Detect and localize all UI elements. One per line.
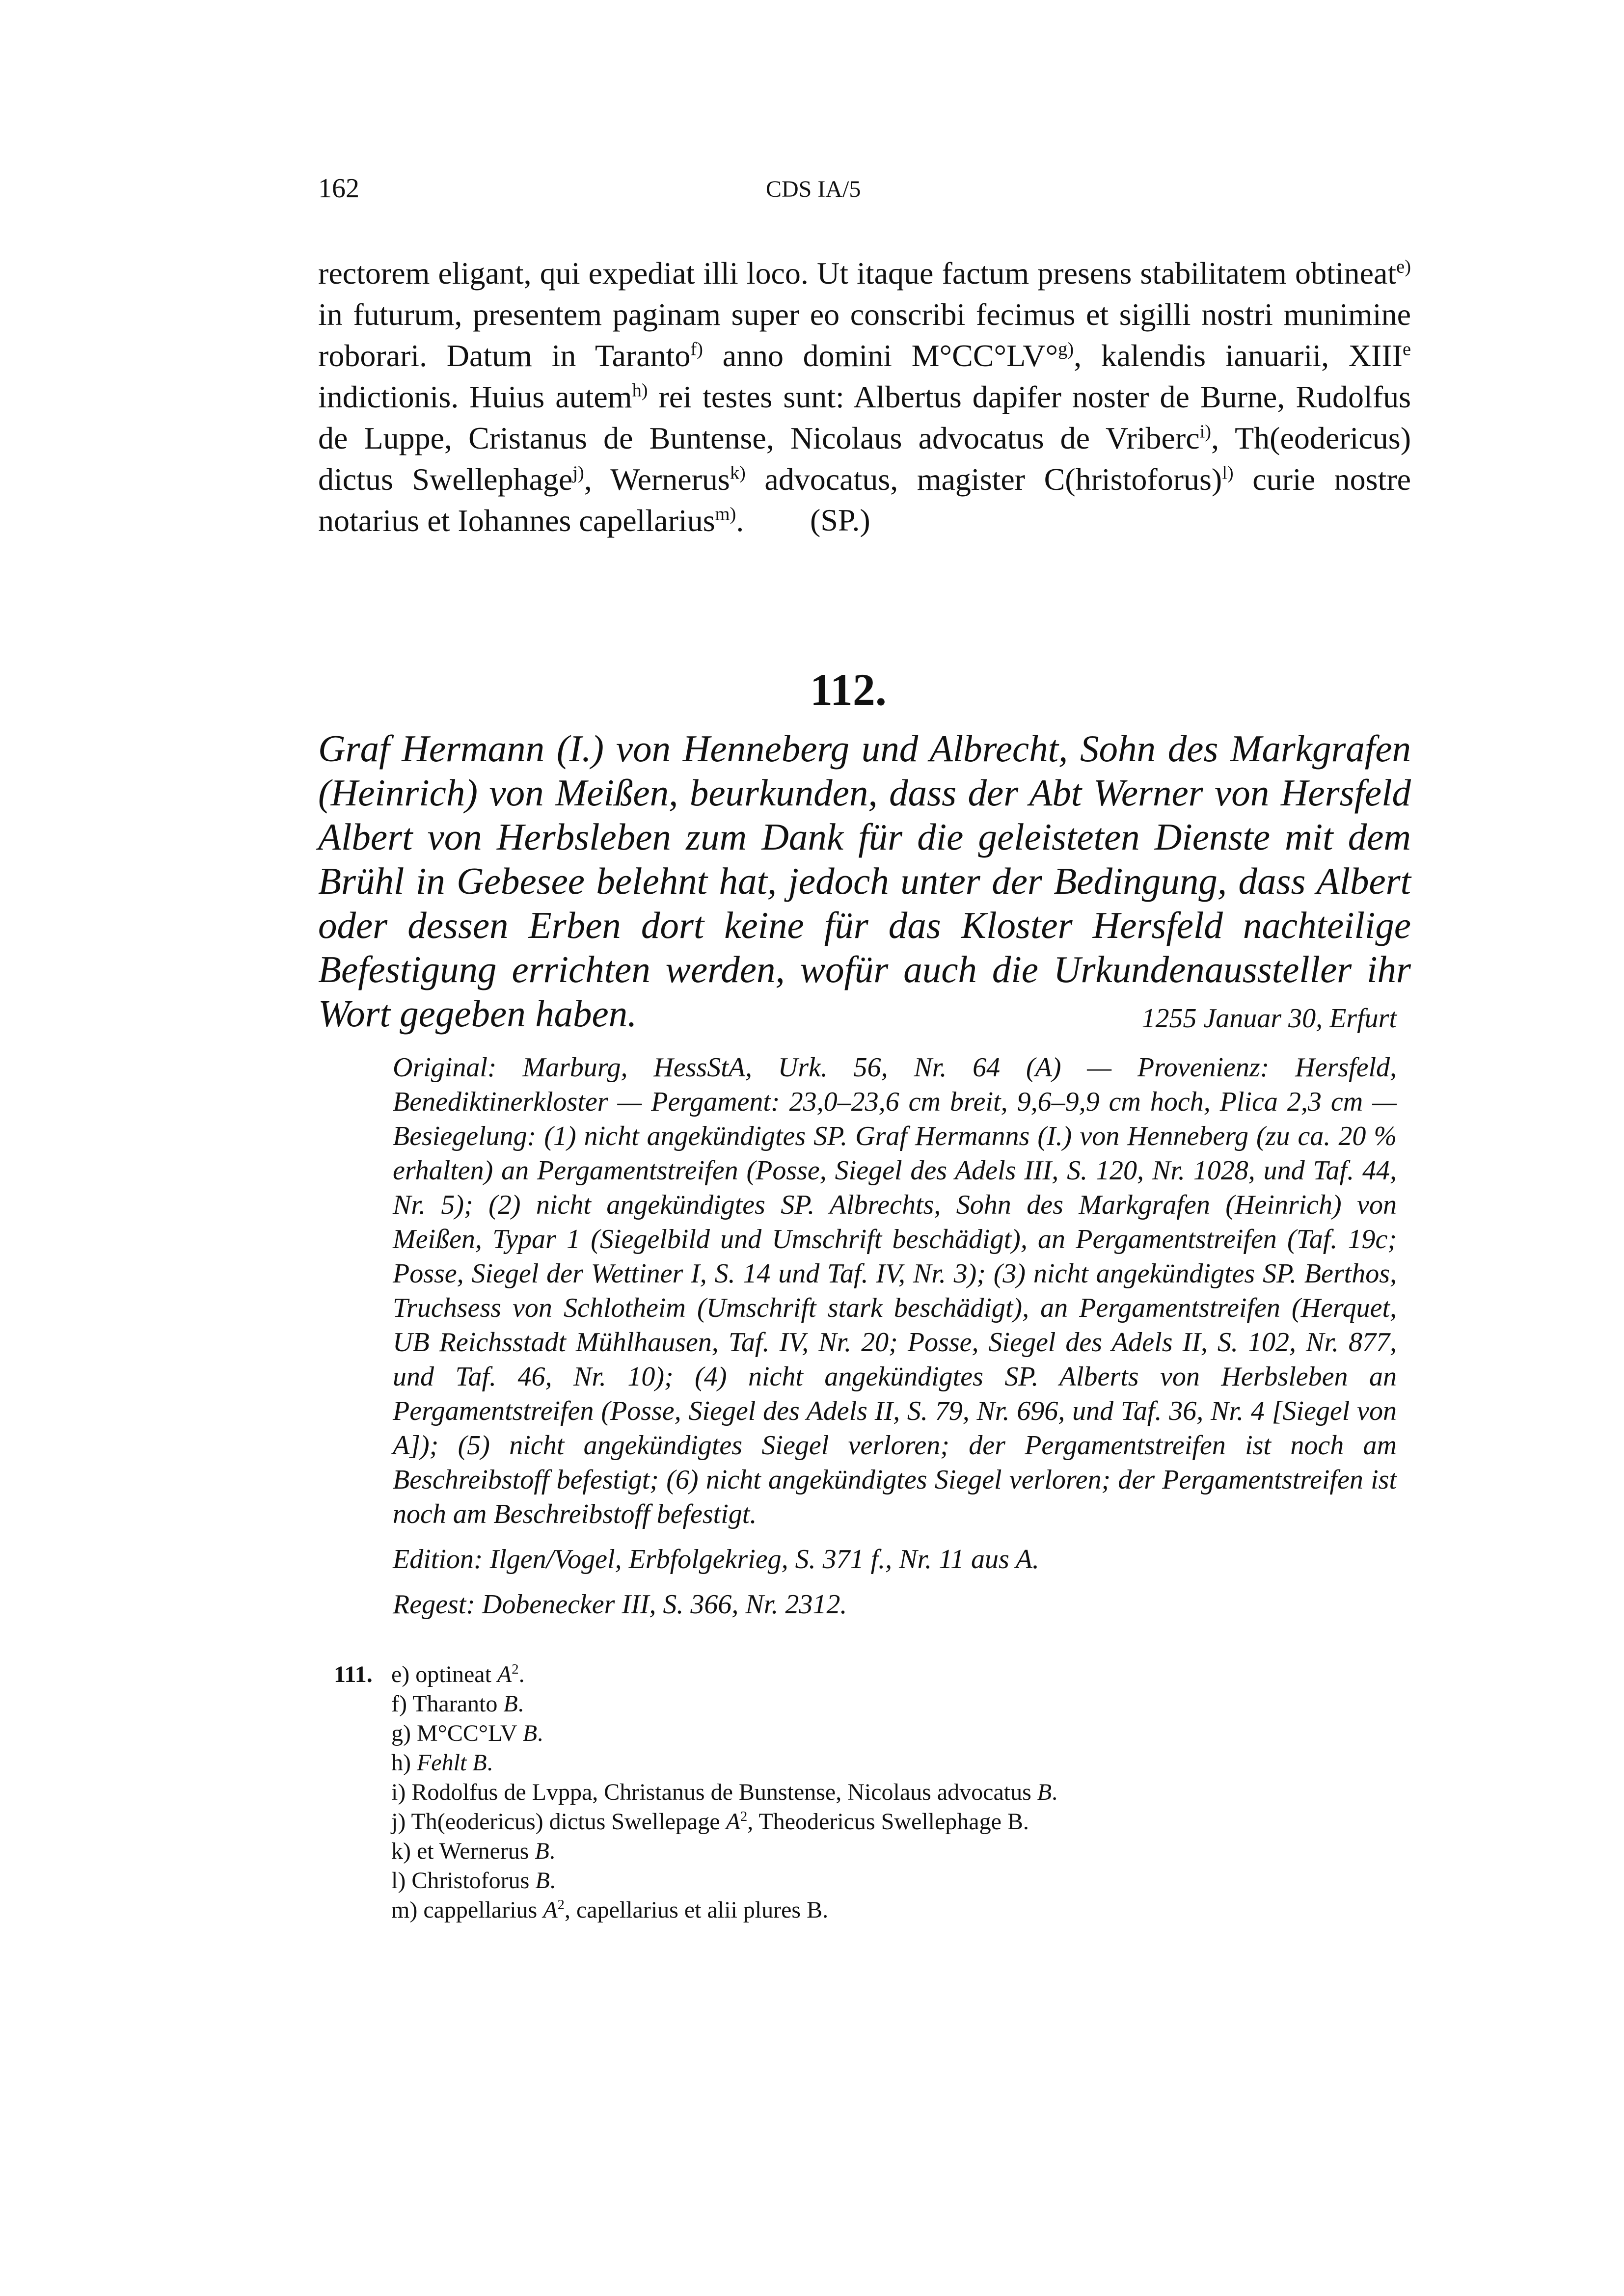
regest-line: Regest: Dobenecker III, S. 366, Nr. 2312. <box>393 1589 847 1620</box>
footnote-text: h) <box>391 1750 417 1776</box>
footnote-siglum: B <box>535 1868 550 1894</box>
footnote-siglum: B <box>522 1720 538 1746</box>
seal-note: (SP.) <box>810 503 870 537</box>
edition-line: Edition: Ilgen/Vogel, Erbfolgekrieg, S. 371 f., Nr. 11 aus A. <box>393 1544 1039 1575</box>
previous-document-text <box>318 253 1411 541</box>
footnote-text: m) cappellarius <box>391 1897 543 1923</box>
prev-text: curie nostre notarius et Iohannes capellarius <box>318 462 1411 538</box>
footnote-tail: , Theodericus Swellephage B. <box>747 1809 1029 1835</box>
footnote-marker: j) <box>572 462 584 483</box>
superscript-e: e <box>1402 339 1411 360</box>
previous-document-paragraph <box>318 253 1411 541</box>
footnote-text: j) Th(eodericus) dictus Swellepage <box>391 1809 726 1835</box>
footnote-siglum: B <box>535 1838 549 1864</box>
date-place: 1255 Januar 30, Erfurt <box>1141 1003 1397 1034</box>
footnotes <box>334 1660 1414 1925</box>
footnote-item <box>334 1807 1414 1837</box>
footnote-tail: . <box>549 1838 555 1864</box>
footnote-siglum: B <box>1037 1779 1052 1805</box>
footnote-item <box>334 1778 1414 1807</box>
footnote-marker: g) <box>1058 339 1074 360</box>
footnote-siglum: A <box>497 1661 512 1687</box>
footnote-tail: . <box>517 1691 524 1717</box>
footnote-text: i) Rodolfus de Lvppa, Christanus de Bunstense, Nicolaus advocatus <box>391 1779 1037 1805</box>
footnote-text: e) optineat <box>391 1661 497 1687</box>
document-summary <box>318 726 1411 1036</box>
footnote-siglum: B <box>503 1691 518 1717</box>
footnote-item <box>334 1866 1414 1896</box>
prev-text: rei testes sunt: Albertus dapifer noster de Burne, Rudolfus de Luppe, Cristanus de Buntense, Nicolaus advocatus de Vriberc <box>318 379 1411 455</box>
page-number: 162 <box>318 173 359 204</box>
footnote-marker: f) <box>690 339 703 360</box>
prev-text: in futurum, presentem paginam super eo conscribi fecimus et sigilli nostri munimine roborari. Datum in Taranto <box>318 297 1411 373</box>
footnote-marker: e) <box>1396 256 1411 277</box>
footnote-marker: k) <box>730 462 746 483</box>
footnote-marker: h) <box>632 380 648 401</box>
footnote-item <box>334 1896 1414 1925</box>
document-apparatus <box>393 1050 1397 1622</box>
footnote-text: f) Tharanto <box>391 1691 504 1717</box>
running-title: CDS IA/5 <box>766 176 861 202</box>
footnote-siglum-sup: 2 <box>557 1897 565 1913</box>
footnote-siglum-sup: 2 <box>740 1809 748 1824</box>
footnote-tail: . <box>537 1720 543 1746</box>
footnote-marker: m) <box>715 504 736 525</box>
summary-text: Graf Hermann (I.) von Henneberg und Albrecht, Sohn des Markgrafen (Heinrich) von Meißen, beurkunden, dass der Abt Werner von Hersfeld Albert von Herbsleben zum Dank für die geleisteten Dienste mit dem Brühl in Gebesee belehnt hat, jedoch unter der Bedingung, dass Albert oder dessen Erben dort keine für das Kloster Hersfeld nachteilige Befestigung errichten werden, wofür auch die Urkundenaussteller ihr Wort gegeben haben. <box>318 727 1411 1035</box>
footnote-text: l) Christoforus <box>391 1868 536 1894</box>
prev-text: , Th(eodericus) dictus Swellephage <box>318 421 1411 497</box>
footnote-reference: 111. <box>334 1661 373 1687</box>
footnote-tail: , capellarius et alii plures B. <box>564 1897 829 1923</box>
prev-text: indictionis. Huius autem <box>318 379 632 414</box>
footnote-item <box>334 1660 1414 1689</box>
footnote-item <box>334 1719 1414 1748</box>
footnote-tail: . <box>518 1661 525 1687</box>
footnote-item <box>334 1837 1414 1866</box>
footnote-tail: . <box>1052 1779 1058 1805</box>
footnote-item <box>334 1689 1414 1719</box>
prev-text: rectorem eligant, qui expediat illi loco. Ut itaque factum presens stabilitatem obtineat <box>318 256 1397 291</box>
footnote-siglum-sup: 2 <box>512 1661 519 1677</box>
prev-text: , kalendis ianuarii, XIII <box>1074 338 1403 373</box>
footnote-siglum: A <box>726 1809 740 1835</box>
original-description: Original: Marburg, HessStA, Urk. 56, Nr. 64 (A) — Provenienz: Hersfeld, Benediktinerkloster — Pergament: 23,0–23,6 cm breit, 9,6–9,9 cm hoch, Plica 2,3 cm — Besiegelung: (1) nicht angekündigtes SP. Graf Hermanns (I.) von Henneberg (zu ca. 20 % erhalten) an Pergamentstreifen (Posse, Siegel des Adels III, S. 120, Nr. 1028, und Taf. 44, Nr. 5); (2) nicht angekündigtes SP. Albrechts, Sohn des Markgrafen (Heinrich) von Meißen, Typar 1 (Siegelbild und Umschrift beschädigt), an Pergamentstreifen (Taf. 19c; Posse, Siegel der Wettiner I, S. 14 und Taf. IV, Nr. 3); (3) nicht angekündigtes SP. Berthos, Truchsess von Schlotheim (Umschrift stark beschädigt), an Pergamentstreifen (Herquet, UB Reichsstadt Mühlhausen, Taf. IV, Nr. 20; Posse, Siegel des Adels II, S. 102, Nr. 877, und Taf. 46, Nr. 10); (4) nicht angekündigtes SP. Alberts von Herbsleben an Pergamentstreifen (Posse, Siegel des Adels II, S. 79, Nr. 696, und Taf. 36, Nr. 4 [Siegel von A]); (5) nicht angekündigtes Siegel verloren; der Pergamentstreifen ist noch am Beschreibstoff befestigt; (6) nicht angekündigtes Siegel verloren; der Pergamentstreifen ist noch am Beschreibstoff befestigt. <box>393 1052 1397 1529</box>
footnote-siglum: A <box>543 1897 558 1923</box>
prev-text: advocatus, magister C(hristoforus) <box>745 462 1222 497</box>
prev-text: , Wernerus <box>584 462 730 497</box>
footnote-tail: . <box>487 1750 493 1776</box>
footnote-siglum: Fehlt B <box>416 1750 487 1776</box>
prev-text: anno domini M°CC°LV° <box>703 338 1058 373</box>
footnote-marker: l) <box>1222 462 1234 483</box>
prev-text: . <box>736 503 744 538</box>
footnote-item <box>334 1748 1414 1778</box>
footnote-marker: i) <box>1199 421 1212 442</box>
footnote-text: g) M°CC°LV <box>391 1720 523 1746</box>
footnote-tail: . <box>549 1868 556 1894</box>
footnote-text: k) et Wernerus <box>391 1838 535 1864</box>
document-number: 112. <box>810 665 887 715</box>
